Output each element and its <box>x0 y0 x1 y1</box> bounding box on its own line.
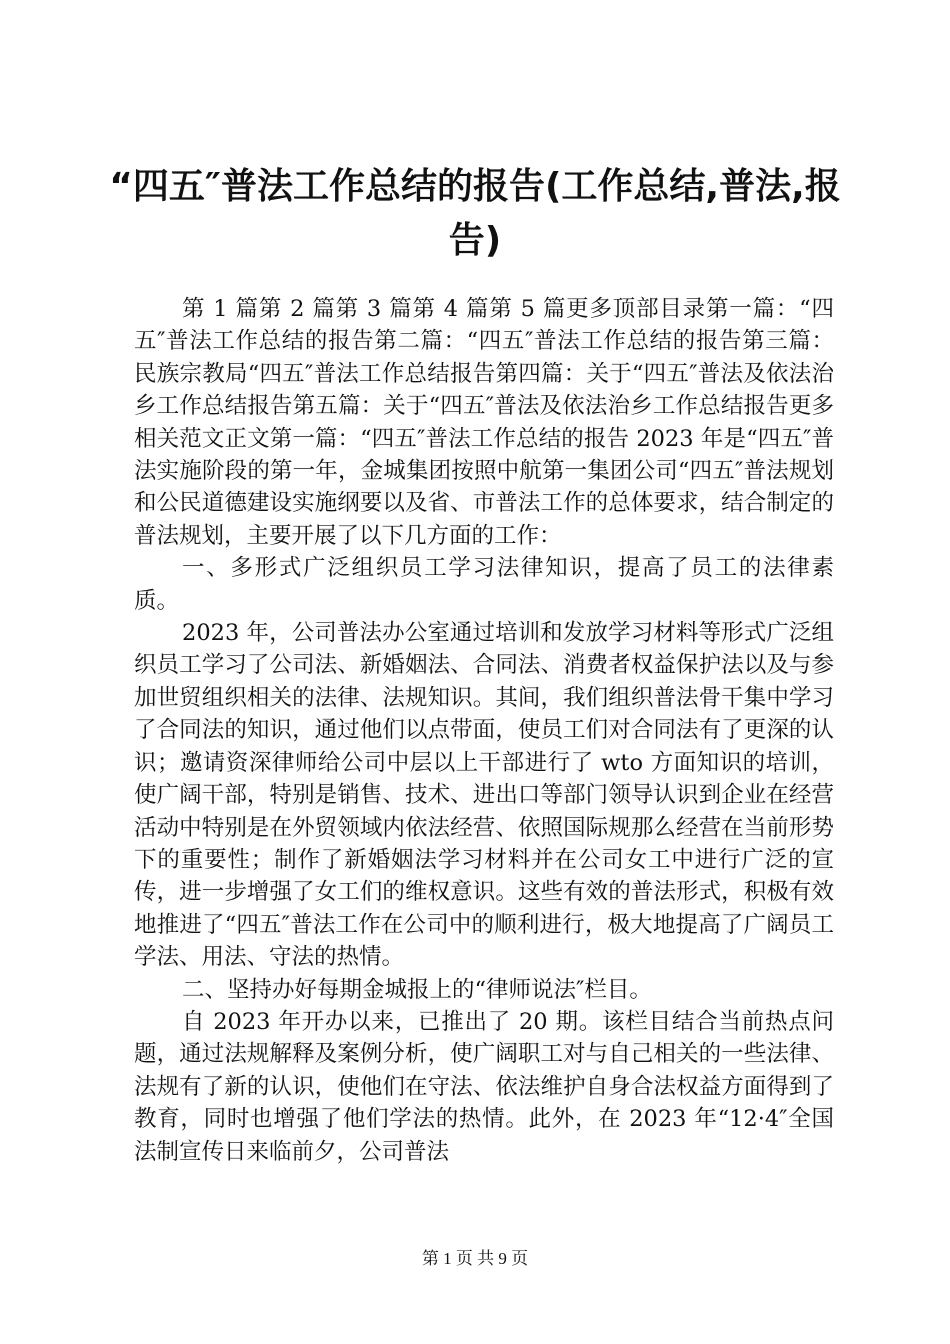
paragraph-toc-intro: 第 1 篇第 2 篇第 3 篇第 4 篇第 5 篇更多顶部目录第一篇：“四五″普法工作总结的报告第二篇：“四五″普法工作总结的报告第三篇：民族宗教局“四五″普法工作总结报告第四篇：关于“四五″普法及依法治乡工作总结报告第五篇：关于“四五″普法及依法治乡工作总结报告更多相关范文正文第一篇：“四五″普法工作总结的报告 2023 年是“四五″普法实施阶段的第一年，金城集团按照中航第一集团公司“四五″普法规划和公民道德建设实施纲要以及省、市普法工作的总体要求，结合制定的普法规划，主要开展了以下几方面的工作： <box>134 296 834 549</box>
page-number-footer: 第 1 页 共 9 页 <box>421 1249 529 1268</box>
document-title: “四五″普法工作总结的报告(工作总结,普法,报告) <box>109 166 841 261</box>
paragraph-section-1-heading: 一、多形式广泛组织员工学习法律知识，提高了员工的法律素质。 <box>134 555 834 614</box>
paragraph-section-1-body: 2023 年，公司普法办公室通过培训和发放学习材料等形式广泛组织员工学习了公司法、新婚姻法、合同法、消费者权益保护法以及与参加世贸组织相关的法律、法规知识。其间，我们组织普法骨干集中学习了合同法的知识，通过他们以点带面，使员工们对合同法有了更深的认识；邀请资深律师给公司中层以上干部进行了 wto 方面知识的培训，使广阔干部，特别是销售、技术、进出口等部门领导认识到企业在经营活动中特别是在外贸领域内依法经营、依照国际规那么经营在当前形势下的重要性；制作了新婚姻法学习材料并在公司女工中进行广泛的宣传，进一步增强了女工们的维权意识。这些有效的普法形式，积极有效地推进了“四五″普法工作在公司中的顺利进行，极大地提高了广阔员工学法、用法、守法的热情。 <box>134 620 834 971</box>
paragraph-section-2-heading: 二、坚持办好每期金城报上的“律师说法″栏目。 <box>182 976 652 1003</box>
document-body <box>134 293 834 1168</box>
paragraph-section-2-body: 自 2023 年开办以来，已推出了 20 期。该栏目结合当前热点问题，通过法规解释及案例分析，使广阔职工对与自己相关的一些法律、法规有了新的认识，使他们在守法、依法维护自身合法权益方面得到了教育，同时也增强了他们学法的热情。此外，在 2023 年“12·4″全国法制宣传日来临前夕，公司普法 <box>134 1008 834 1165</box>
